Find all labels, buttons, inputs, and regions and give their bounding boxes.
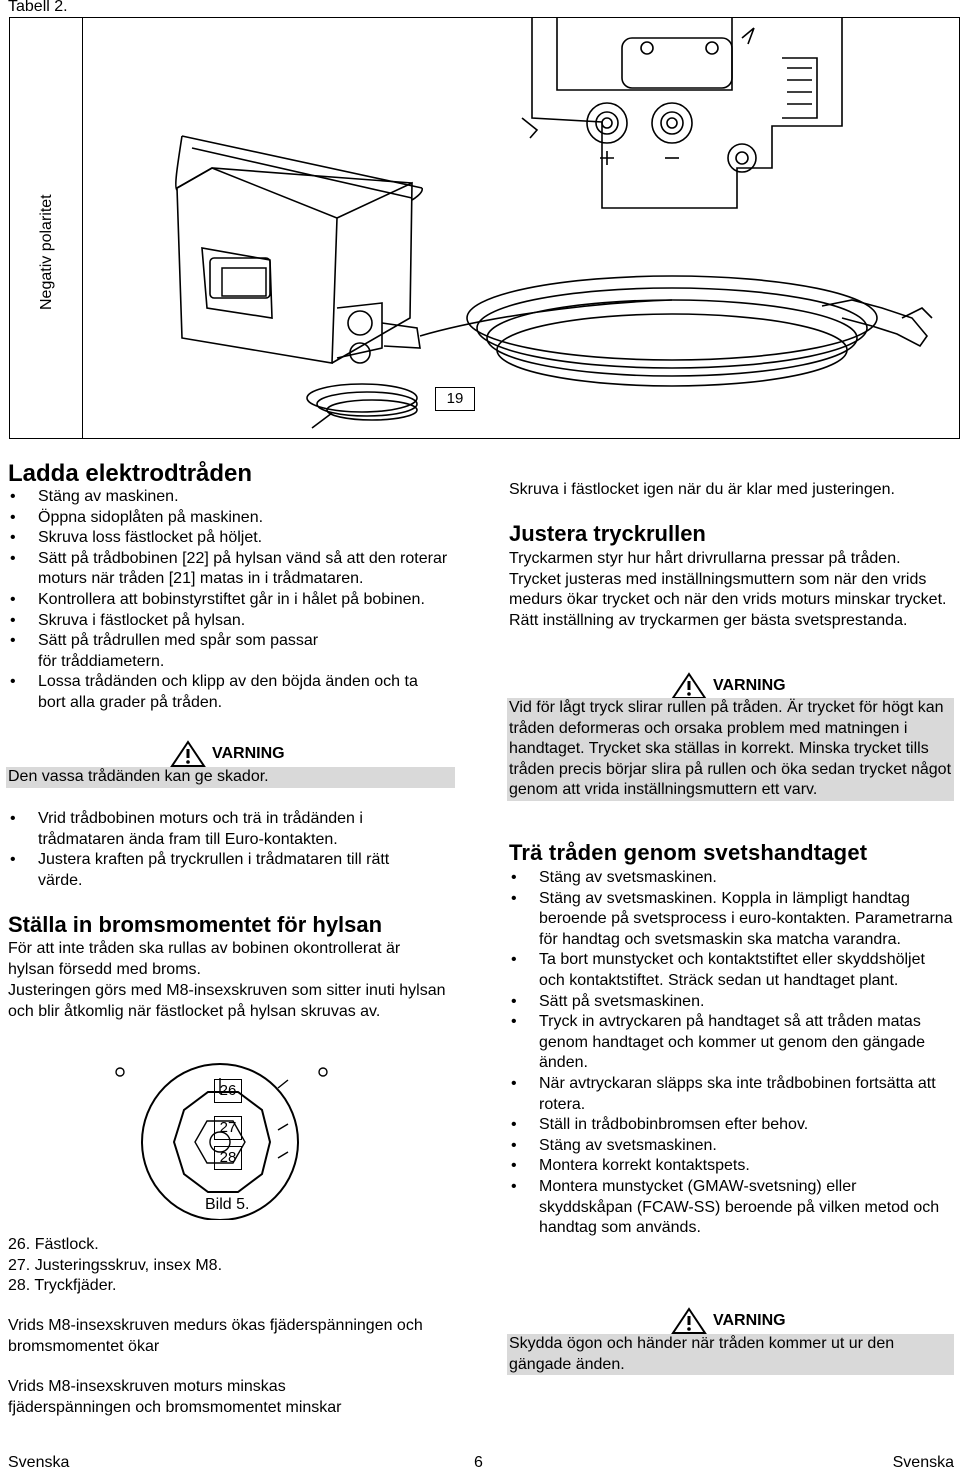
callout-28: 28 — [214, 1146, 242, 1170]
polarity-table — [9, 17, 960, 439]
brake-paragraph-1: För att inte tråden ska rullas av bobinen okontrollerat är hylsan försedd med broms. — [8, 940, 401, 978]
clockwise-paragraph: Vrids M8-insexskruven medurs ökas fjäderspänningen och bromsmomentet ökar — [8, 1317, 423, 1355]
footer-language-right: Svenska — [892, 1454, 954, 1471]
warning-heading — [671, 672, 786, 700]
figure-label-box: 19 — [435, 387, 475, 411]
warning-label: VARNING — [212, 745, 285, 762]
list-item: • Stäng av svetsmaskinen. — [509, 1136, 954, 1157]
warning-text: Skydda ögon och händer när tråden kommer ut ur den gängade änden. — [507, 1334, 954, 1375]
list-item: • Justera kraften på tryckrullen i trådmataren till rätt värde. — [8, 850, 438, 891]
legend-item: 26. Fästlock. — [8, 1236, 99, 1253]
warning-triangle-icon — [671, 672, 707, 700]
load-wire-steps — [8, 487, 458, 714]
list-item: • Stäng av maskinen. — [8, 487, 458, 508]
list-item: • Skruva i fästlocket på hylsan. — [8, 611, 458, 632]
list-item: • Sätt på svetsmaskinen. — [509, 992, 954, 1013]
list-item: • Montera korrekt kontaktspets. — [509, 1156, 954, 1177]
section-title-thread-torch: Trä tråden genom svetshandtaget — [509, 840, 868, 865]
warning-label: VARNING — [713, 677, 786, 694]
list-item: • Stäng av svetsmaskinen. Koppla in lämpligt handtag beroende på svetsprocess i euro-kontakten. Parametrarna för handtag och svetsmaskin ska matcha varandra. — [509, 889, 954, 951]
load-wire-steps-2 — [8, 809, 438, 891]
table-row-label: Negativ polaritet — [38, 194, 55, 310]
list-item: • Ta bort munstycket och kontaktstiftet eller skyddshöljet och kontaktstiftet. Sträck sedan ut handtaget plant. — [509, 950, 954, 991]
legend-item: 27. Justeringsskruv, insex M8. — [8, 1256, 223, 1274]
warning-label: VARNING — [713, 1312, 786, 1329]
section-title-brake: Ställa in bromsmomentet för hylsan — [8, 912, 383, 937]
callout-26: 26 — [214, 1079, 242, 1103]
list-item: • Tryck in avtryckaren på handtaget så att tråden matas genom handtaget och kommer ut genom den gängade änden. — [509, 1012, 954, 1074]
warning-heading — [170, 740, 285, 768]
figure-caption: Bild 5. — [205, 1196, 250, 1213]
warning-heading — [671, 1307, 786, 1335]
warning-triangle-icon — [671, 1307, 707, 1335]
warning-text: Den vassa trådänden kan ge skador. — [6, 767, 455, 788]
list-item: • Stäng av svetsmaskinen. — [509, 868, 954, 889]
list-item: • Ställ in trådbobinbromsen efter behov. — [509, 1115, 954, 1136]
list-item: • Kontrollera att bobinstyrstiftet går in i hålet på bobinen. — [8, 590, 458, 611]
table-caption: Tabell 2. — [8, 0, 68, 15]
list-item: • Sätt på trådrullen med spår som passar för tråddiametern. — [8, 631, 458, 672]
welder-polarity-illustration — [82, 18, 960, 438]
pressure-paragraph: Tryckarmen styr hur hårt drivrullarna pressar på tråden. Trycket justeras med inställningsmuttern som när den vrids medurs ökar trycket och när den vrids moturs minskar trycket. Rätt inställning av tryckarmen ger bästa svetsprestanda. — [509, 550, 947, 629]
brake-paragraph-2: Justeringen görs med M8-insexskruven som sitter inuti hylsan och blir åtkomlig när fästlocket på hylsan skruvas av. — [8, 982, 446, 1020]
section-title-load-wire: Ladda elektrodtråden — [8, 460, 253, 487]
legend-item: 28. Tryckfjäder. — [8, 1277, 117, 1295]
list-item: • När avtryckaran släpps ska inte trådbobinen fortsätta att rotera. — [509, 1074, 954, 1115]
figure-legend — [8, 1235, 308, 1297]
list-item: • Vrid trådbobinen moturs och trä in trådänden i trådmataren ända fram till Euro-kontakten. — [8, 809, 438, 850]
list-item: • Sätt på trådbobinen [22] på hylsan vänd så att den roterar moturs när tråden [21] matas in i trådmataren. — [8, 549, 458, 590]
intro-paragraph: Skruva i fästlocket igen när du är klar med justeringen. — [509, 481, 895, 498]
footer-language-left: Svenska — [8, 1454, 70, 1471]
callout-27: 27 — [214, 1116, 242, 1140]
warning-triangle-icon — [170, 740, 206, 768]
counterclockwise-paragraph: Vrids M8-insexskruven moturs minskas fjäderspänningen och bromsmomentet minskar — [8, 1378, 342, 1416]
section-title-pressure: Justera tryckrullen — [509, 521, 706, 546]
list-item: • Montera munstycket (GMAW-svetsning) eller skyddskåpan (FCAW-SS) beroende på vilken metod och handtag som används. — [509, 1177, 954, 1239]
list-item: • Skruva loss fästlocket på höljet. — [8, 528, 458, 549]
list-item: • Lossa trådänden och klipp av den böjda änden och ta bort alla grader på tråden. — [8, 672, 458, 713]
thread-torch-steps — [509, 868, 954, 1239]
page-number: 6 — [474, 1454, 483, 1471]
list-item: • Öppna sidoplåten på maskinen. — [8, 508, 458, 529]
warning-text: Vid för lågt tryck slirar rullen på tråden. Är trycket för högt kan tråden deformeras och orsaka problem med matningen i handtaget. Trycket ska ställas in korrekt. Minska trycket tills tråden precis börjar slira på rullen och öka sedan trycket något genom att vrida inställningsmuttern ett varv. — [507, 698, 954, 801]
